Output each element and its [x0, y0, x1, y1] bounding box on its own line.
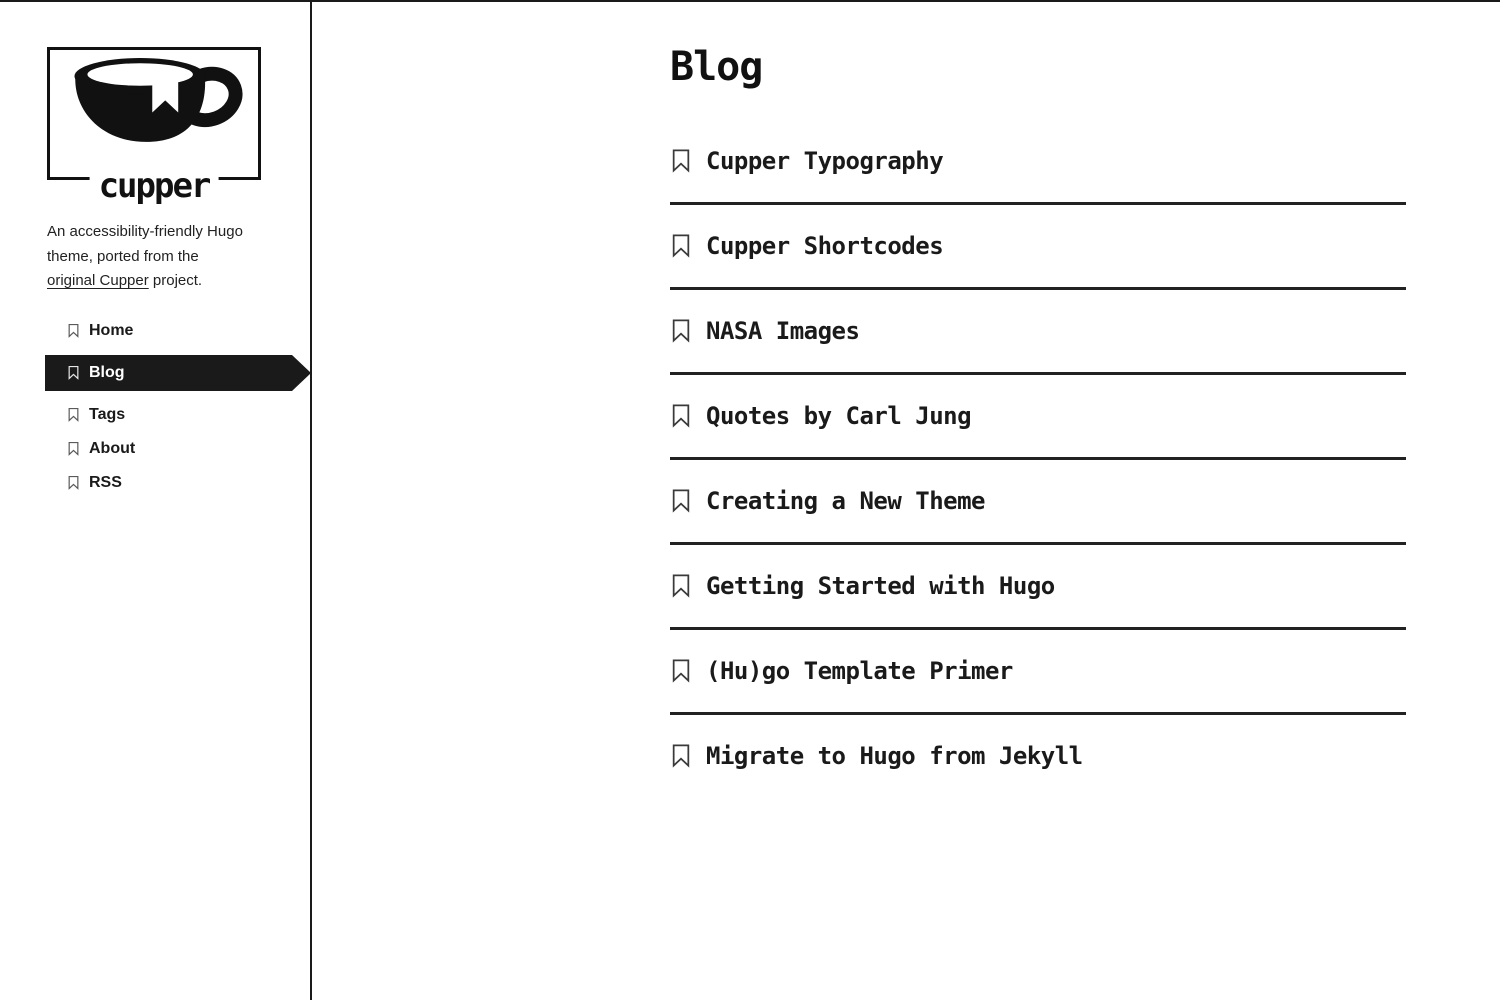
nav-link-about[interactable]	[47, 432, 310, 466]
post-link[interactable]: (Hu)go Template Primer	[706, 657, 1013, 685]
sidebar-nav	[47, 314, 310, 500]
nav-label: Tags	[89, 405, 126, 423]
site-tagline	[47, 220, 247, 294]
main-area	[312, 2, 1500, 1000]
post-list-item	[670, 375, 1406, 460]
post-list	[670, 120, 1406, 797]
bookmark-icon	[670, 658, 692, 683]
bookmark-icon	[670, 318, 692, 343]
bookmark-icon	[670, 233, 692, 258]
bookmark-icon	[67, 441, 80, 456]
original-cupper-link[interactable]: original Cupper	[47, 272, 149, 289]
cup-with-bookmark-icon	[59, 52, 249, 154]
post-link[interactable]: Getting Started with Hugo	[706, 572, 1055, 600]
page-title: Blog	[670, 44, 763, 90]
nav-item-about	[47, 432, 310, 466]
post-list-item	[670, 460, 1406, 545]
bookmark-icon	[670, 743, 692, 768]
post-list-item	[670, 120, 1406, 205]
bookmark-icon	[67, 323, 80, 338]
post-list-item	[670, 715, 1406, 797]
post-link[interactable]: Cupper Shortcodes	[706, 232, 944, 260]
post-link[interactable]: Cupper Typography	[706, 147, 944, 175]
bookmark-icon	[67, 475, 80, 490]
post-list-item	[670, 290, 1406, 375]
nav-label: About	[89, 439, 136, 457]
nav-item-home	[47, 314, 310, 348]
post-link[interactable]: Quotes by Carl Jung	[706, 402, 972, 430]
nav-link-rss[interactable]	[47, 466, 310, 500]
post-link[interactable]: Creating a New Theme	[706, 487, 985, 515]
post-list-item	[670, 205, 1406, 290]
nav-item-rss	[47, 466, 310, 500]
post-list-item	[670, 545, 1406, 630]
bookmark-icon	[67, 407, 80, 422]
logo-wordmark: cupper	[90, 169, 219, 203]
nav-link-tags[interactable]	[47, 398, 310, 432]
sidebar	[0, 2, 312, 1000]
bookmark-icon	[670, 573, 692, 598]
page-layout	[0, 2, 1500, 1000]
nav-label: Home	[89, 321, 134, 339]
tagline-text: An accessibility-friendly Hugo theme, ported from the	[47, 223, 243, 265]
post-link[interactable]: Migrate to Hugo from Jekyll	[706, 742, 1083, 770]
nav-item-tags	[47, 398, 310, 432]
nav-link-home[interactable]	[47, 314, 310, 348]
nav-label: Blog	[89, 363, 125, 381]
post-list-item	[670, 630, 1406, 715]
nav-item-blog	[47, 355, 310, 391]
tagline-text-suffix: project.	[148, 272, 203, 289]
bookmark-icon	[670, 148, 692, 173]
bookmark-icon	[67, 365, 80, 380]
bookmark-icon	[670, 403, 692, 428]
nav-label: RSS	[89, 473, 122, 491]
site-logo[interactable]	[47, 47, 261, 206]
bookmark-icon	[670, 488, 692, 513]
content-column	[670, 44, 1406, 797]
nav-link-blog[interactable]	[45, 355, 292, 391]
post-link[interactable]: NASA Images	[706, 317, 860, 345]
